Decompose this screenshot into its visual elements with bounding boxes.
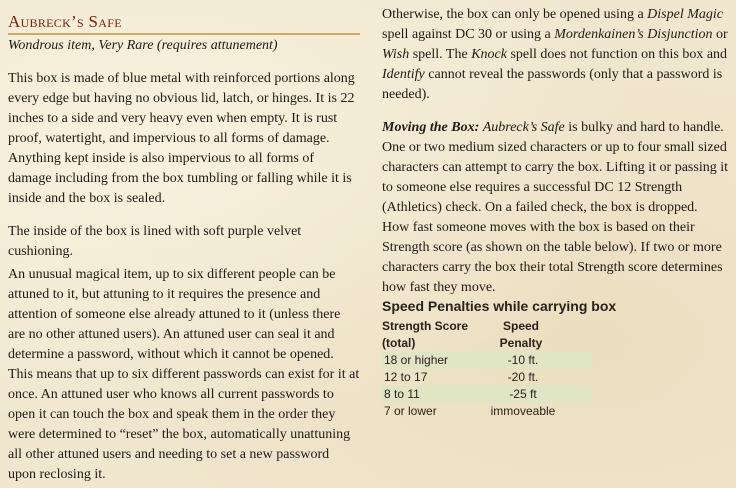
table-row: 8 to 11 -25 ft bbox=[382, 386, 592, 403]
header-speed: Speed bbox=[502, 319, 539, 333]
moving-the-box-heading: Moving the Box: bbox=[382, 120, 480, 135]
speed-penalty-table bbox=[382, 318, 592, 420]
item-title: Aubreck’s Safe bbox=[8, 12, 360, 35]
item-subtitle: Wondrous item, Very Rare (requires attunement) bbox=[8, 38, 278, 53]
table-row: 12 to 17 -20 ft. bbox=[384, 370, 539, 384]
description-paragraph: This box is made of blue metal with reinforced portions along every edge but having no obvious lid, latch, or hinges. It is 22 inches to a side and very heavy even when empty. It is rust proof, watertight, and impervious to all forms of damage. Anything kept inside is also impervious to all forms of damage including from the box tumbling or falling while it is inside and the box is sealed. bbox=[8, 71, 355, 206]
header-total: (total) bbox=[382, 336, 416, 350]
table-header-row-2 bbox=[382, 335, 592, 352]
header-penalty: Penalty bbox=[499, 336, 543, 350]
lining-paragraph: The inside of the box is lined with soft purple velvet cushioning. bbox=[8, 224, 302, 259]
header-strength-score: Strength Score bbox=[382, 319, 469, 333]
speed-table-title: Speed Penalties while carrying box bbox=[382, 298, 617, 314]
moving-the-box-paragraph: Moving the Box: Aubreck’s Safe is bulky and hard to handle. One or two medium sized characters or up to four small sized characters can attempt to carry the box. Lifting it or passing it to someone else requires a successful DC 12 Strength (Athletics) check. On a failed check, the box is dropped. How fast someone moves with the box is based on their Strength score (as shown on the table below). If two or more characters carry the box their total Strength score determines how fast they move. bbox=[382, 120, 728, 295]
table-row: 7 or lower immoveable bbox=[384, 404, 556, 418]
opening-paragraph: Otherwise, the box can only be opened using a Dispel Magic spell against DC 30 or using a Mordenkainen’s Disjunction or Wish spell. The Knock spell does not function on this box and Identify cannot reveal the passwords (only that a password is needed). bbox=[382, 7, 728, 102]
table-row: 18 or higher -10 ft. bbox=[382, 352, 592, 369]
table-header-row bbox=[382, 318, 592, 335]
attunement-paragraph: An unusual magical item, up to six different people can be attuned to it, but attuning to it requires the presence and attention of someone else already attuned to it (unless there are no other attuned users). An attuned user can seal it and determine a password, without which it cannot be opened. This means that up to six different passwords can exist for it at once. An attuned user who knows all current passwords to open it can touch the box and speak them in the order they were determined to “reset” the box, automatically unattuning all other attuned users and needing to set a new password upon reclosing it. bbox=[8, 267, 360, 482]
